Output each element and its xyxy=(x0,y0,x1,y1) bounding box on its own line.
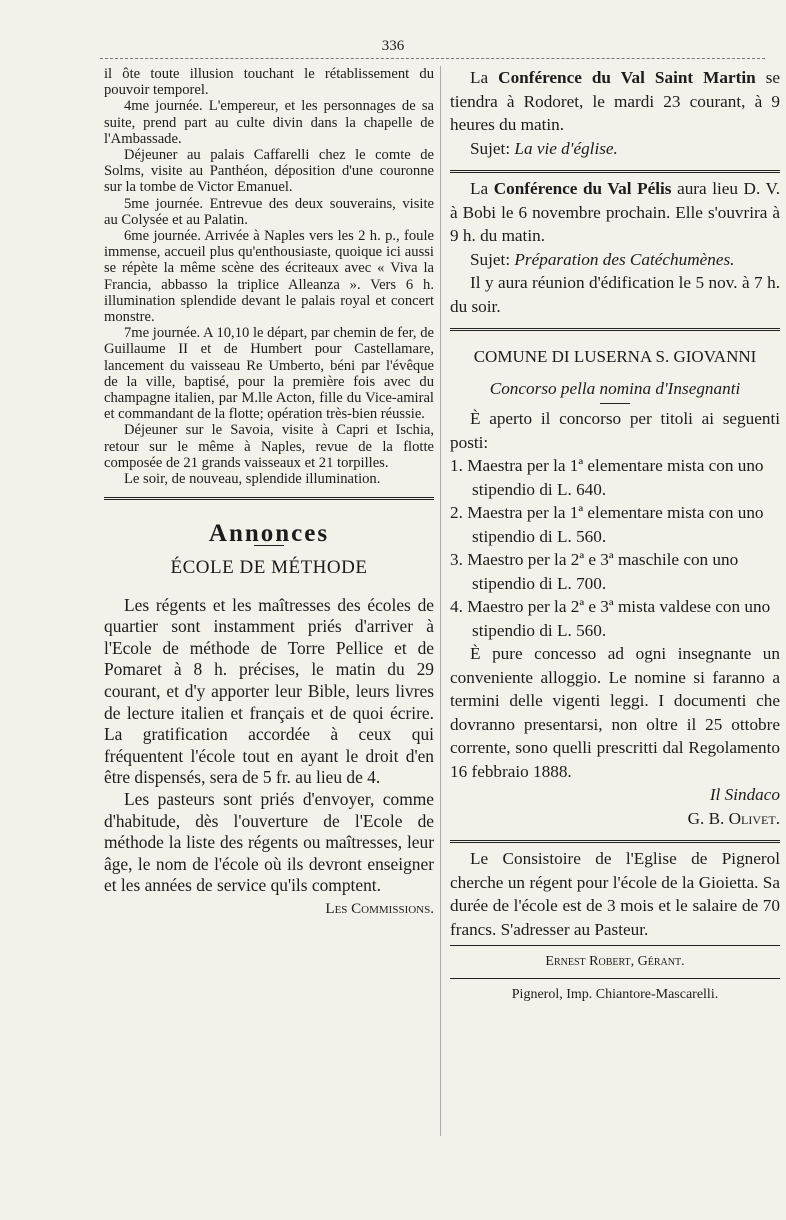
ecole-signature: Les Commissions. xyxy=(325,901,434,917)
news-paragraph: Déjeuner sur le Savoia, visite à Capri et Ischia, retour sur le même à Naples, revue de la flotte composée de 21 grands vaisseaux et 21 torpilles. xyxy=(104,422,434,471)
conf1-name: Conférence du Val Saint Martin xyxy=(498,68,756,87)
ecole-paragraph: Les régents et les maîtresses des écoles de quartier sont instamment priés d'arriver à l'Ecole de méthode de Torre Pellice et de Pomaret à 8 h. précises, le matin du 29 courant, et d'y apporter leur Bible, leurs livres de lecture italien et français et de quoi écrire. La gratification accordée à ceux qui fréquentent l'école tout en ayant le droit d'en être dispensés, sera de 5 fr. au lieu de 4. xyxy=(104,594,434,788)
conference-2 xyxy=(450,177,780,248)
conf1-details: se tiendra à Rodoret, le mardi 23 courant, à 9 heures du matin. xyxy=(450,68,781,134)
comune-heading: COMUNE DI LUSERNA S. GIOVANNI xyxy=(473,347,757,366)
left-column xyxy=(104,66,434,917)
conf2-details: aura lieu D. V. à Bobi le 6 novembre prochain. Elle s'ouvrira à 9 h. du matin. xyxy=(450,179,781,245)
right-column xyxy=(450,66,780,1006)
conf1-subject-line xyxy=(450,137,780,161)
news-paragraph: Déjeuner au palais Caffarelli chez le comte de Solms, visite au Panthéon, déposition d'une couronne sur la tombe de Victor Emanuel. xyxy=(104,147,434,196)
news-paragraph: il ôte toute illusion touchant le rétablissement du pouvoir temporel. xyxy=(104,66,434,99)
footer-rule xyxy=(450,978,780,979)
conf2-subject: Préparation des Catéchumènes. xyxy=(514,249,735,269)
conf2-name: Conférence du Val Pélis xyxy=(493,179,672,198)
posto-item: 3. Maestro per la 2ª e 3ª maschile con uno stipendio di L. 700. xyxy=(450,550,739,593)
section-rule xyxy=(450,328,780,331)
posto-item: 2. Maestra per la 1ª elementare mista con uno stipendio di L. 560. xyxy=(450,503,764,546)
conf1-subject-label: Sujet: xyxy=(470,138,511,158)
news-paragraph: 5me journée. Entrevue des deux souverains, visite au Colysée et au Palatin. xyxy=(104,195,434,228)
conf2-extra: Il y aura réunion d'édification le 5 nov. à 7 h. du soir. xyxy=(450,273,780,316)
dash-divider xyxy=(600,403,630,404)
conf2-subject-line xyxy=(450,248,780,272)
posto-item: 1. Maestra per la 1ª elementare mista con uno stipendio di L. 640. xyxy=(450,456,764,499)
conf1-prefix: La xyxy=(470,68,489,87)
ecole-paragraph: Les pasteurs sont priés d'envoyer, comme d'habitude, dès l'ouverture de l'Ecole de méthode la liste des régents ou maîtresses, leur âge, le nom de l'école où ils devront enseigner et les années de service qu'ils comptent. xyxy=(104,789,434,896)
concorso-intro: È aperto il concorso per titoli ai seguenti posti: xyxy=(450,409,780,452)
conference-1 xyxy=(450,66,780,137)
conf2-subject-label: Sujet: xyxy=(470,249,511,269)
consistoire-notice: Le Consistoire de l'Eglise de Pignerol cherche un régent pour l'école de la Gioietta. Sa durée de l'école est de 3 mois et le salaire de 70 francs. S'adresser au Pasteur. xyxy=(450,849,780,939)
ecole-title: ÉCOLE DE MÉTHODE xyxy=(170,557,368,579)
news-paragraph: 7me journée. A 10,10 le départ, par chemin de fer, de Guillaume II et de Humbert pour Castellamare, lancement du vaisseau Re Umberto, béni par l'évêque de la ville, baptisé, pour la première fois avec du champagne italien, par M.lle Acton, fille du Vice-amiral et commandant de la flotte; opération très-bien réussie. xyxy=(104,325,434,423)
page-number: 336 xyxy=(381,38,405,54)
sindaco-name: G. B. Olivet. xyxy=(687,808,780,828)
sindaco-title: Il Sindaco xyxy=(709,785,780,804)
column-divider xyxy=(440,66,441,1136)
annonces-heading: Annonces xyxy=(208,520,330,548)
news-paragraph: 6me journée. Arrivée à Naples vers les 2 h. p., foule immense, accueil plus qu'enthousiaste, quoique ici aussi se répète la même scène des écriteaux avec « Viva la Francia, abbasso la triplice Alleanza ». Vers 6 h. illumination splendide devant le palais royal et concert monstre. xyxy=(104,228,434,326)
section-rule xyxy=(450,170,780,173)
posto-item: 4. Maestro per la 2ª e 3ª mista valdese con uno stipendio di L. 560. xyxy=(450,597,771,640)
ecole-body xyxy=(104,595,434,897)
gerant-line: Ernest Robert, Gérant. xyxy=(545,954,685,969)
section-rule xyxy=(104,497,434,500)
news-paragraph: Le soir, de nouveau, splendide illumination. xyxy=(124,471,381,488)
conf1-subject: La vie d'église. xyxy=(514,138,618,158)
concorso-heading: Concorso pella nomina d'Insegnanti xyxy=(489,378,741,398)
conf2-prefix: La xyxy=(470,179,489,198)
imprimerie-line: Pignerol, Imp. Chiantore-Mascarelli. xyxy=(511,986,719,1002)
footer-rule xyxy=(450,945,780,946)
concorso-body: È pure concesso ad ogni insegnante un conveniente alloggio. Le nomine si faranno a termini delle vigenti leggi. I documenti che dovranno presentarsi, non oltre il 25 ottobre corrente, sono quelli prescritti dal Regolamento 16 febbraio 1888. xyxy=(450,644,780,781)
header-rule xyxy=(100,58,765,59)
news-paragraph: 4me journée. L'empereur, et les personnages de sa suite, prend part au culte divin dans la chapelle de l'Ambassade. xyxy=(104,98,434,147)
section-rule xyxy=(450,840,780,843)
